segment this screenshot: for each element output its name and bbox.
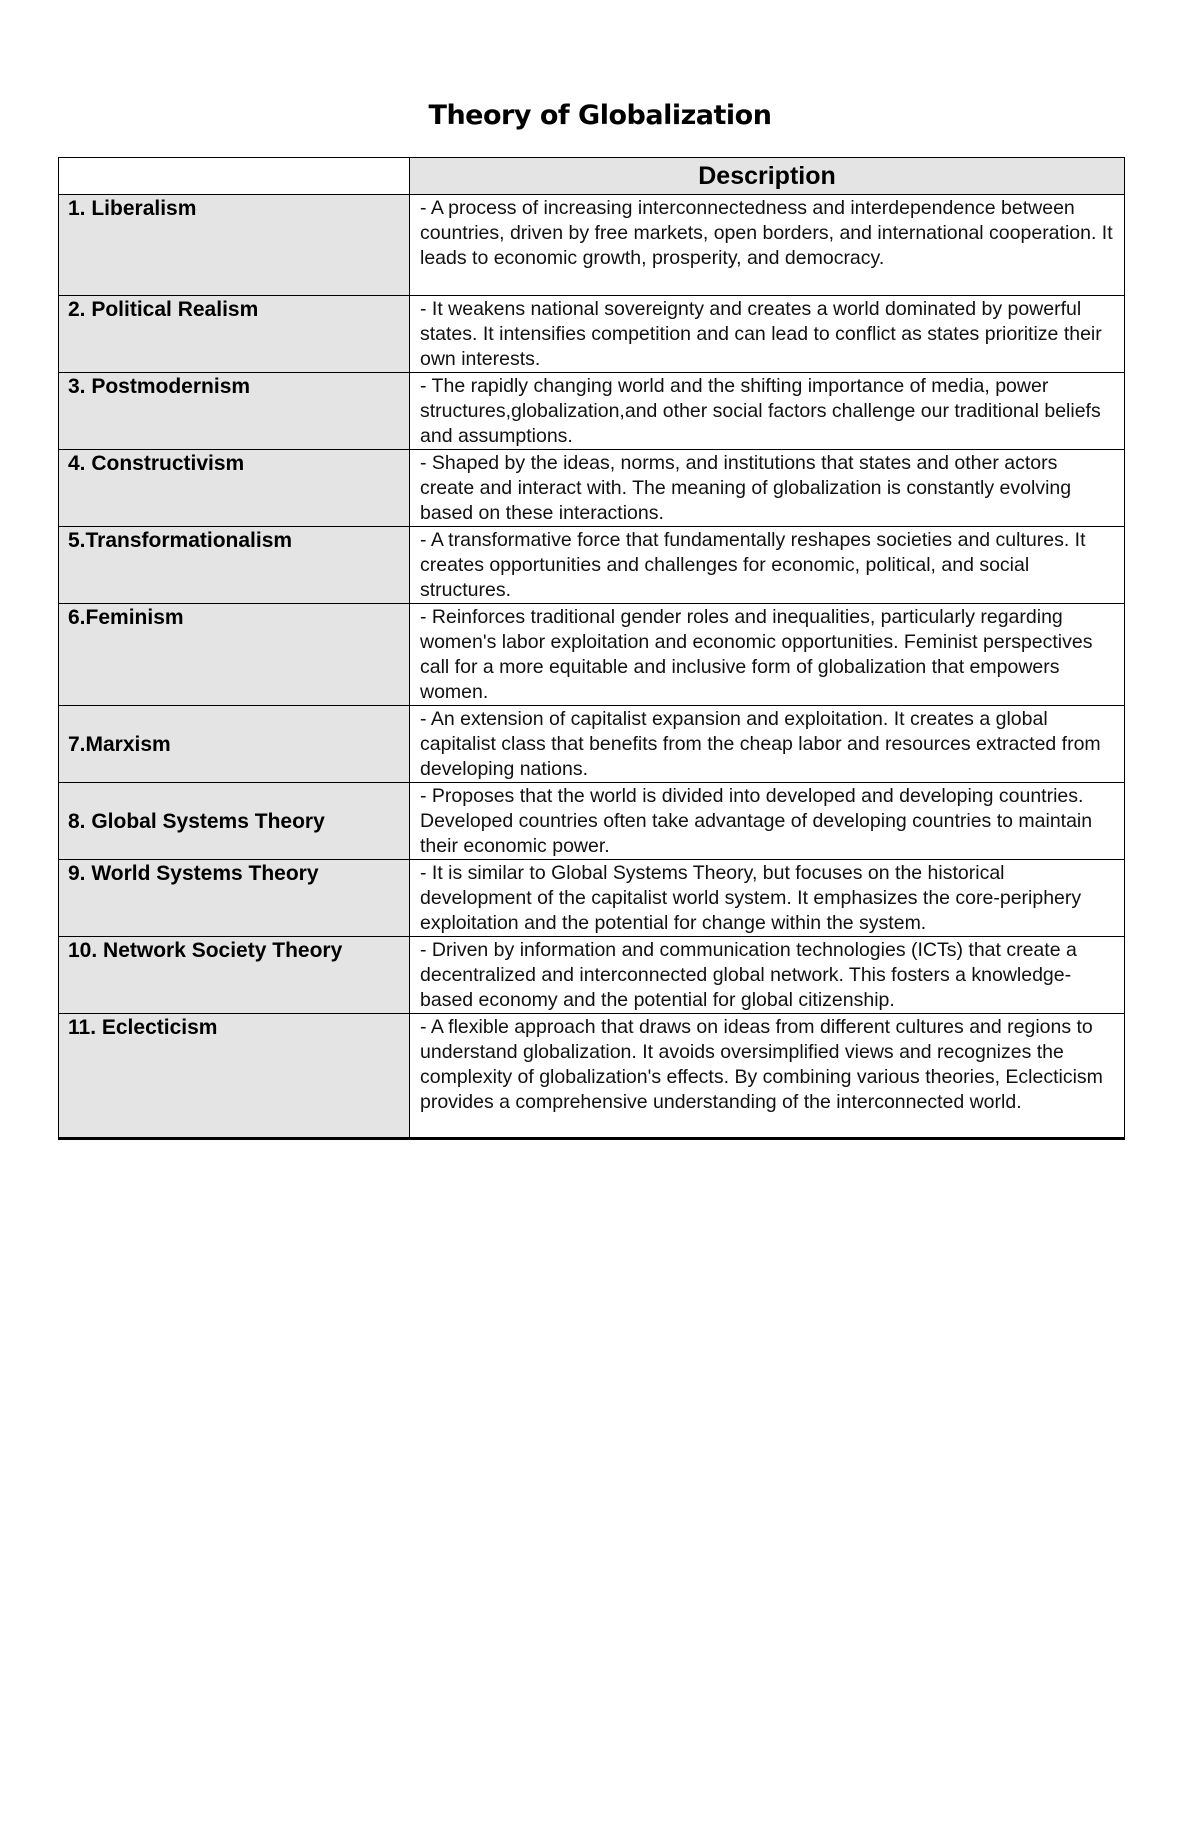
theory-name: 8. Global Systems Theory <box>59 783 410 860</box>
theory-name: 1. Liberalism <box>59 195 410 296</box>
table-row <box>59 373 1125 450</box>
header-description: Description <box>410 158 1125 195</box>
table-row <box>59 937 1125 1014</box>
theory-name: 3. Postmodernism <box>59 373 410 450</box>
theory-name: 4. Constructivism <box>59 450 410 527</box>
theory-description: - Reinforces traditional gender roles and inequalities, particularly regarding women's labor exploitation and economic opportunities. Feminist perspectives call for a more equitable and inclusive form of globalization that empowers women. <box>410 604 1125 706</box>
theory-description: - A transformative force that fundamentally reshapes societies and cultures. It creates opportunities and challenges for economic, political, and social structures. <box>410 527 1125 604</box>
theory-name: 10. Network Society Theory <box>59 937 410 1014</box>
theory-description: - Shaped by the ideas, norms, and institutions that states and other actors create and interact with. The meaning of globalization is constantly evolving based on these interactions. <box>410 450 1125 527</box>
theory-name: 6.Feminism <box>59 604 410 706</box>
theory-description: - Proposes that the world is divided into developed and developing countries. Developed countries often take advantage of developing countries to maintain their economic power. <box>410 783 1125 860</box>
theory-name: 5.Transformationalism <box>59 527 410 604</box>
theory-description: - A process of increasing interconnectedness and interdependence between countries, driven by free markets, open borders, and international cooperation. It leads to economic growth, prosperity, and democracy. <box>410 195 1125 296</box>
theory-description: - A flexible approach that draws on ideas from different cultures and regions to understand globalization. It avoids oversimplified views and recognizes the complexity of globalization's effects. By combining various theories, Eclecticism provides a comprehensive understanding of the interconnected world. <box>410 1014 1125 1139</box>
table-row <box>59 1014 1125 1139</box>
table-row <box>59 296 1125 373</box>
theory-table <box>58 157 1125 1140</box>
page-title: Theory of Globalization <box>428 100 772 131</box>
theory-name: 11. Eclecticism <box>59 1014 410 1139</box>
table-row <box>59 706 1125 783</box>
table-row <box>59 783 1125 860</box>
table-row <box>59 860 1125 937</box>
theory-description: - It weakens national sovereignty and creates a world dominated by powerful states. It intensifies competition and can lead to conflict as states prioritize their own interests. <box>410 296 1125 373</box>
table-row <box>59 195 1125 296</box>
theory-description: - The rapidly changing world and the shifting importance of media, power structures,globalization,and other social factors challenge our traditional beliefs and assumptions. <box>410 373 1125 450</box>
theory-name: 2. Political Realism <box>59 296 410 373</box>
theory-description: - An extension of capitalist expansion and exploitation. It creates a global capitalist class that benefits from the cheap labor and resources extracted from developing nations. <box>410 706 1125 783</box>
table-row <box>59 527 1125 604</box>
table-row <box>59 450 1125 527</box>
table-row <box>59 604 1125 706</box>
theory-name: 9. World Systems Theory <box>59 860 410 937</box>
header-blank-cell <box>59 158 410 195</box>
table-header-row <box>59 158 1125 195</box>
theory-name: 7.Marxism <box>59 706 410 783</box>
theory-description: - It is similar to Global Systems Theory, but focuses on the historical development of the capitalist world system. It emphasizes the core-periphery exploitation and the potential for change within the system. <box>410 860 1125 937</box>
theory-description: - Driven by information and communication technologies (ICTs) that create a decentralized and interconnected global network. This fosters a knowledge-based economy and the potential for global citizenship. <box>410 937 1125 1014</box>
